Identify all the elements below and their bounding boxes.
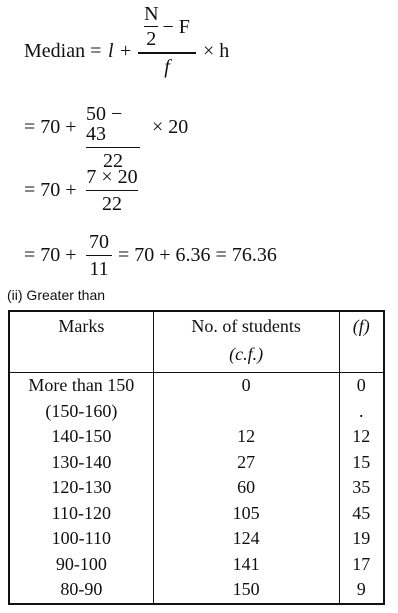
- cell-f: 12: [352, 426, 371, 446]
- cell-f: 19: [352, 528, 371, 548]
- table-row: [9, 450, 384, 476]
- table-row: [9, 475, 384, 501]
- step-3-prefix: = 70 +: [24, 244, 77, 266]
- step-3-numerator: 70: [89, 231, 109, 253]
- cell-cf: 12: [153, 424, 339, 450]
- header-f: (f): [339, 311, 384, 373]
- cell-marks: More than 150: [9, 373, 153, 399]
- step-1-fraction: [86, 104, 140, 171]
- table-row: [9, 373, 384, 399]
- step-3-suffix: = 70 + 6.36 = 76.36: [118, 244, 277, 266]
- table-header-row: [9, 311, 384, 373]
- table-row: [9, 399, 384, 425]
- two-symbol: 2: [146, 28, 157, 51]
- header-marks: Marks: [9, 311, 153, 373]
- section-heading: (ii) Greater than: [7, 287, 106, 303]
- cell-f: 15: [352, 451, 371, 472]
- lower-limit-symbol: l: [108, 40, 114, 62]
- cell-marks: (150-160): [9, 399, 153, 425]
- median-label: Median =: [24, 40, 102, 62]
- cell-cf: 105: [153, 501, 339, 527]
- step-1-denominator: 22: [103, 150, 123, 173]
- table-row: [9, 577, 384, 604]
- header-students: No. of students (c.f.): [153, 311, 339, 373]
- cell-marks: 80-90: [9, 577, 153, 604]
- minus-f: − F: [162, 15, 190, 38]
- cell-cf: 124: [153, 526, 339, 552]
- step-1-suffix: × 20: [152, 116, 189, 138]
- table-row: [9, 501, 384, 527]
- step-2-fraction: [86, 167, 138, 214]
- median-fraction: [138, 4, 196, 77]
- n-over-2: [144, 4, 158, 49]
- step-2-numerator: 7 × 20: [86, 166, 138, 188]
- cell-marks: 120-130: [9, 475, 153, 501]
- cell-cf: 150: [153, 577, 339, 604]
- cell-marks: 90-100: [9, 552, 153, 578]
- cell-f: .: [359, 400, 364, 421]
- cell-f: 0: [356, 375, 366, 395]
- cell-marks: 130-140: [9, 450, 153, 476]
- step-3-denominator: 11: [89, 258, 109, 281]
- cell-f: 17: [352, 553, 371, 574]
- step-3-fraction: [86, 232, 112, 279]
- table-row: [9, 552, 384, 578]
- cell-marks: 110-120: [9, 501, 153, 527]
- f-denominator: f: [164, 55, 170, 78]
- cell-marks: 140-150: [9, 424, 153, 450]
- step-2-denominator: 22: [102, 193, 122, 216]
- times-h: × h: [203, 40, 230, 62]
- step-2-prefix: = 70 +: [24, 179, 77, 201]
- cell-cf: 27: [153, 450, 339, 476]
- cell-cf: [153, 399, 339, 425]
- table-row: [9, 424, 384, 450]
- cell-marks: 100-110: [9, 526, 153, 552]
- cell-f: 45: [352, 502, 371, 523]
- header-cf: (c.f.): [229, 344, 264, 364]
- step-1-numerator: 50 − 43: [86, 103, 123, 145]
- cell-f: 35: [352, 477, 371, 497]
- n-symbol: N: [144, 3, 159, 25]
- cell-cf: 0: [153, 373, 339, 399]
- cell-cf: 60: [153, 475, 339, 501]
- greater-than-table: [8, 310, 385, 605]
- plus-sign: +: [120, 40, 132, 62]
- step-1-prefix: = 70 +: [24, 116, 77, 138]
- cell-cf: 141: [153, 552, 339, 578]
- table-row: [9, 526, 384, 552]
- cell-f: 9: [356, 579, 366, 599]
